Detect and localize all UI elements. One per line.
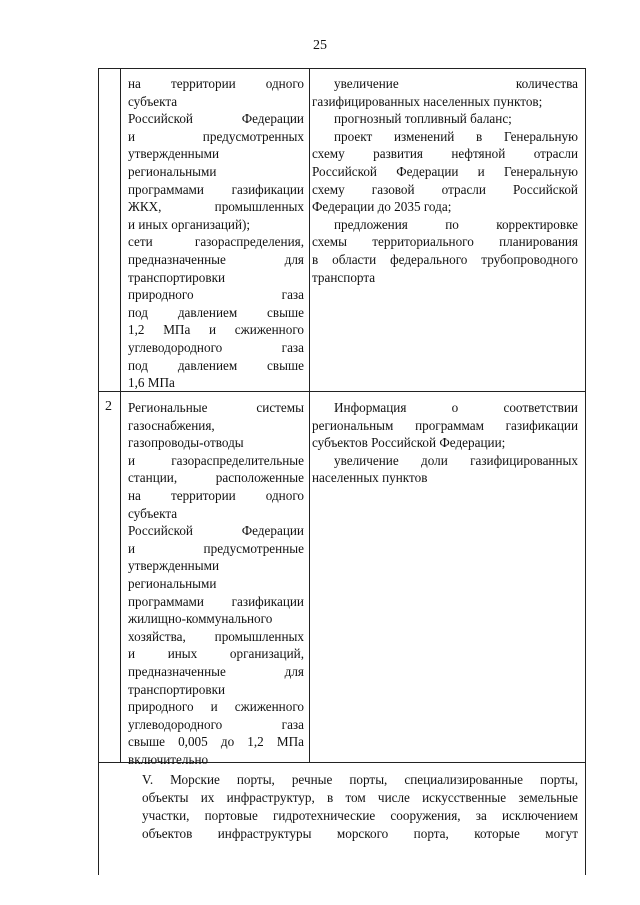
text-line: региональными — [128, 163, 217, 179]
text-line: углеводородного газа — [128, 716, 304, 732]
text-line: в области федерального трубопроводного — [312, 251, 578, 267]
section-v-heading — [112, 771, 578, 843]
text-line: объекты их инфраструктур, в том числе искусственные земельные — [142, 790, 578, 805]
text-line: под давлением свыше — [128, 357, 304, 373]
text-line: свыше 0,005 до 1,2 МПа — [128, 734, 304, 750]
text-line: V. Морские порты, речные порты, специализированные порты, — [142, 772, 578, 787]
text-line: объектов инфраструктуры морского порта, которые могут — [142, 826, 578, 841]
text-line: Российской Федерации — [128, 111, 304, 127]
text-line: станции, расположенные — [128, 470, 304, 486]
text-line: Информация о соответствии — [334, 400, 578, 415]
text-line: утвержденными — [128, 558, 220, 574]
table-top-border — [98, 68, 586, 69]
text-line: схему развития нефтяной отрасли — [312, 146, 578, 162]
text-line: программами газификации — [128, 181, 304, 197]
text-line: прогнозный топливный баланс; — [334, 111, 512, 127]
text-line: участки, портовые гидротехнические сооружения, за исключением — [142, 808, 578, 823]
text-line: и иных организаций, — [128, 646, 304, 662]
text-line: субъекта — [128, 93, 178, 109]
text-line: проект изменений в Генеральную — [334, 128, 578, 144]
text-line: региональными — [128, 575, 217, 591]
text-line: транспортировки — [128, 269, 226, 285]
text-line: транспортировки — [128, 681, 226, 697]
text-line: под давлением свыше — [128, 304, 304, 320]
text-line: Российской Федерации — [128, 523, 304, 539]
table-row-1-object-cell — [128, 75, 304, 392]
text-line: Федерации до 2035 года; — [312, 199, 452, 215]
table-left-border — [98, 68, 99, 875]
text-line: предназначенные для — [128, 251, 304, 267]
text-line: газифицированных населенных пунктов; — [312, 93, 543, 109]
text-line: Российской Федерации и Генеральную — [312, 163, 578, 179]
text-line: предназначенные для — [128, 663, 304, 679]
text-line: жилищно-коммунального — [128, 611, 273, 627]
text-line: на территории одного — [128, 76, 304, 91]
table-row-2-info-cell — [312, 399, 578, 487]
text-line: сети газораспределения, — [128, 234, 304, 250]
table-row-2-object-cell — [128, 399, 304, 768]
text-line: на территории одного — [128, 487, 304, 503]
text-line: и иных организаций); — [128, 216, 251, 232]
table-row-1-info-cell — [312, 75, 578, 286]
page-number: 25 — [313, 38, 327, 53]
text-line: увеличение доли газифицированных — [334, 452, 578, 468]
text-line: населенных пунктов — [312, 470, 428, 486]
text-line: хозяйства, промышленных — [128, 628, 304, 644]
text-line: схемы территориального планирования — [312, 234, 578, 250]
text-line: и газораспределительные — [128, 452, 304, 468]
text-line: газопроводы-отводы — [128, 435, 244, 451]
table-column-divider — [309, 68, 310, 762]
table-row-2-number: 2 — [105, 399, 112, 414]
text-line: субъекта — [128, 505, 178, 521]
text-line: и предусмотренных — [128, 128, 304, 144]
text-line: 1,6 МПа — [128, 375, 175, 391]
text-line: предложения по корректировке — [334, 216, 578, 232]
text-line: увеличение количества — [334, 76, 578, 91]
text-line: Региональные системы — [128, 400, 304, 415]
text-line: и предусмотренные — [128, 540, 304, 556]
text-line: региональным программам газификации — [312, 417, 578, 433]
table-column-divider — [120, 68, 121, 762]
text-line: углеводородного газа — [128, 339, 304, 355]
text-line: утвержденными — [128, 146, 220, 162]
text-line: природного и сжиженного — [128, 699, 304, 715]
text-line: схему газовой отрасли Российской — [312, 181, 578, 197]
text-line: включительно — [128, 751, 209, 767]
text-line: ЖКХ, промышленных — [128, 199, 304, 215]
text-line: природного газа — [128, 287, 304, 303]
text-line: транспорта — [312, 269, 376, 285]
text-line: газоснабжения, — [128, 417, 215, 433]
table-right-border — [585, 68, 586, 875]
text-line: субъектов Российской Федерации; — [312, 435, 506, 451]
text-line: программами газификации — [128, 593, 304, 609]
text-line: 1,2 МПа и сжиженного — [128, 322, 304, 338]
